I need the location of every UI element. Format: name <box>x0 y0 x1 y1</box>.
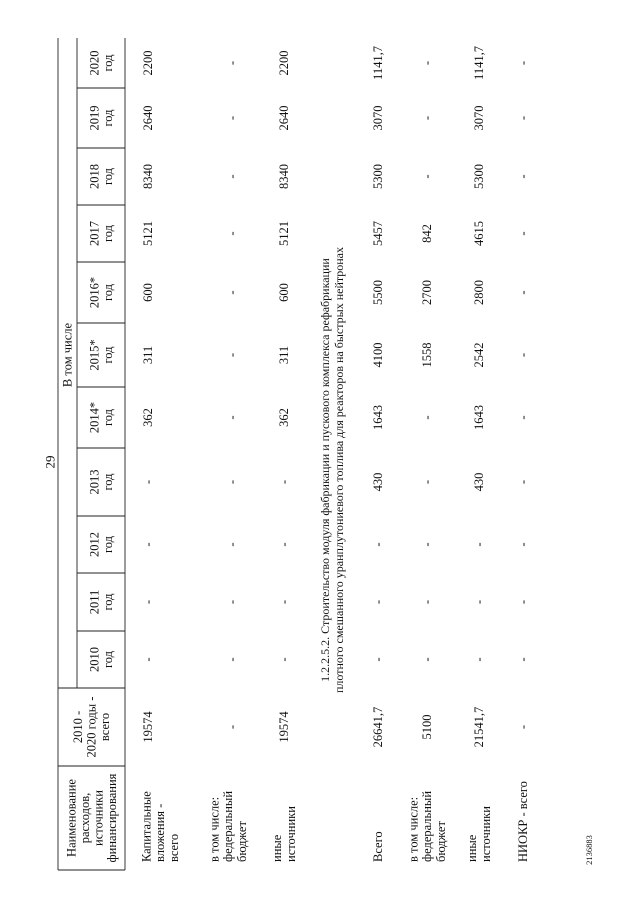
section-title: 1.2.2.5.2. Строительство модуля фабрикации и пускового комплекса рефабрикации <box>318 258 332 682</box>
row-total-cell: 19574 <box>277 711 291 743</box>
row-year-cell: 600 <box>141 283 155 302</box>
header-year-cell: 2016* <box>87 276 102 309</box>
row-year-cell: 5121 <box>277 221 291 246</box>
row-year-cell: - <box>277 479 291 485</box>
row-year-cell: - <box>420 174 434 179</box>
header-year-cell: 2015* <box>87 339 102 371</box>
row-year-cell: 1141,7 <box>472 46 486 80</box>
row-year-cell: - <box>420 60 434 66</box>
document-id: 2136883 <box>584 835 594 865</box>
row-label: НИОКР - всего <box>516 781 530 862</box>
row-year-cell: 1643 <box>371 405 385 430</box>
row-year-cell: - <box>516 542 530 547</box>
row-year-cell: - <box>225 231 239 236</box>
row-year-cell: 362 <box>141 408 155 427</box>
row-year-cell: - <box>225 599 239 605</box>
row-year-cell: 4100 <box>371 342 385 368</box>
row-year-cell: - <box>516 290 530 295</box>
row-year-cell: - <box>472 657 486 662</box>
row-year-cell: - <box>371 599 385 605</box>
row-year-cell: 1141,7 <box>371 46 385 80</box>
row-year-cell: - <box>516 174 530 179</box>
header-year-cell: 2017 <box>87 221 102 246</box>
row-year-cell: 5121 <box>141 221 155 246</box>
row-year-cell: - <box>420 479 434 485</box>
row-year-cell: 2200 <box>141 50 155 76</box>
row-year-cell: 362 <box>277 408 291 427</box>
row-label: источники <box>478 806 493 862</box>
row-year-cell: 2640 <box>141 105 155 131</box>
row-year-cell: - <box>516 657 530 662</box>
row-year-cell: - <box>225 352 239 358</box>
row-year-cell: - <box>516 415 530 420</box>
header-year-cell: 2018 <box>87 164 102 189</box>
header-year-cell: год <box>100 535 115 554</box>
table-row <box>465 46 493 862</box>
header-year-cell: 2012 <box>87 532 102 557</box>
row-year-cell: - <box>516 115 530 121</box>
header-year-cell: 2020 <box>87 50 102 76</box>
row-year-cell: 5500 <box>371 280 385 305</box>
row-total-cell: - <box>516 724 530 730</box>
row-year-cell: - <box>141 599 155 605</box>
row-year-cell: - <box>225 479 239 485</box>
header-year-cell: год <box>100 650 115 669</box>
header-year-cell: 2019 <box>87 105 102 131</box>
row-year-cell: - <box>277 599 291 605</box>
row-year-cell: 8340 <box>277 164 291 189</box>
header-name-cell: Наименование <box>64 779 79 857</box>
row-year-cell: - <box>472 599 486 605</box>
row-year-cell: 2700 <box>420 280 434 305</box>
row-label: Капитальные <box>139 791 154 862</box>
header-year-cell: год <box>100 346 115 364</box>
header-name-cell: расходов, <box>77 792 92 844</box>
row-year-cell: 5300 <box>371 164 385 189</box>
row-year-cell: 5457 <box>371 221 385 246</box>
row-year-cell: 430 <box>371 472 385 492</box>
row-label: бюджет <box>234 821 249 862</box>
row-label: источники <box>283 806 298 862</box>
table-row <box>406 61 448 862</box>
row-year-cell: - <box>277 657 291 662</box>
section-title: плотного смешанного уранплутониевого топлива для реакторов на быстрых нейтронах <box>332 246 346 694</box>
header-year-cell: год <box>100 473 115 491</box>
row-year-cell: - <box>516 599 530 605</box>
header-total-cell: всего <box>98 712 112 742</box>
table-row <box>270 51 298 863</box>
row-label: вложения - <box>153 803 167 862</box>
header-year-cell: год <box>100 109 115 127</box>
row-label: Всего <box>371 831 385 862</box>
table-row <box>139 51 181 863</box>
row-year-cell: 311 <box>277 345 291 365</box>
row-total-cell: 19574 <box>141 711 155 743</box>
row-year-cell: 2800 <box>472 280 486 305</box>
row-label: в том числе: <box>207 796 222 862</box>
row-year-cell: 5300 <box>472 164 486 189</box>
header-total-cell: 2020 годы - <box>84 696 99 758</box>
row-year-cell: - <box>371 657 385 662</box>
row-year-cell: - <box>141 542 155 547</box>
row-year-cell: 430 <box>472 472 486 492</box>
row-year-cell: - <box>225 657 239 662</box>
row-total-cell: 26641,7 <box>371 706 385 748</box>
row-year-cell: - <box>420 599 434 605</box>
row-year-cell: - <box>516 352 530 358</box>
header-year-cell: год <box>100 224 115 243</box>
row-year-cell: 311 <box>141 345 155 365</box>
header-subgroup-label: В том числе <box>60 322 75 388</box>
row-year-cell: - <box>420 415 434 420</box>
header-year-cell: год <box>100 408 115 427</box>
row-year-cell: - <box>516 479 530 485</box>
row-year-cell: - <box>420 542 434 547</box>
table-row <box>371 46 385 862</box>
row-label: всего <box>166 833 181 862</box>
row-total-cell: 21541,7 <box>472 706 486 748</box>
row-year-cell: 2640 <box>277 105 291 131</box>
row-label: федеральный <box>221 790 235 862</box>
row-label: иные <box>465 834 480 862</box>
header-year-cell: 2011 <box>87 589 102 615</box>
table-row <box>516 61 530 862</box>
row-year-cell: - <box>420 115 434 121</box>
row-year-cell: - <box>516 231 530 236</box>
header-year-cell: год <box>100 54 115 72</box>
row-year-cell: - <box>371 542 385 547</box>
row-label: иные <box>270 834 285 862</box>
row-label: бюджет <box>433 821 448 862</box>
row-label: в том числе: <box>406 796 421 862</box>
header-year-cell: год <box>100 283 115 302</box>
row-label: федеральный <box>420 790 434 862</box>
page-number: 29 <box>42 455 58 469</box>
row-year-cell: 8340 <box>141 164 155 189</box>
row-year-cell: - <box>225 60 239 66</box>
row-year-cell: - <box>225 542 239 547</box>
header-year-cell: 2014* <box>87 401 102 434</box>
row-year-cell: - <box>277 542 291 547</box>
row-year-cell: - <box>472 542 486 547</box>
header-name-cell: источники <box>91 790 106 846</box>
row-year-cell: - <box>225 174 239 179</box>
row-year-cell: - <box>225 415 239 420</box>
row-year-cell: 2542 <box>472 342 486 368</box>
row-year-cell: - <box>141 657 155 662</box>
row-year-cell: 3070 <box>472 105 486 131</box>
table-row <box>207 61 249 862</box>
row-year-cell: 1643 <box>472 405 486 430</box>
header-year-cell: 2010 <box>87 647 102 672</box>
header-name-cell: финансирования <box>104 773 119 863</box>
row-total-cell: 5100 <box>420 714 434 740</box>
row-year-cell: - <box>225 290 239 295</box>
row-year-cell: 1558 <box>420 342 434 368</box>
row-year-cell: 2200 <box>277 50 291 76</box>
row-year-cell: - <box>141 479 155 485</box>
header-year-cell: 2013 <box>87 469 102 495</box>
header-year-cell: год <box>100 167 115 186</box>
row-year-cell: - <box>516 60 530 66</box>
header-total-cell: 2010 - <box>71 710 85 744</box>
row-year-cell: 842 <box>420 224 434 243</box>
row-total-cell: - <box>225 724 239 730</box>
row-year-cell: 3070 <box>371 105 385 131</box>
header-year-cell: год <box>100 593 115 611</box>
row-year-cell: 600 <box>277 283 291 302</box>
row-year-cell: - <box>420 657 434 662</box>
row-year-cell: - <box>225 115 239 121</box>
row-year-cell: 4615 <box>472 221 486 246</box>
